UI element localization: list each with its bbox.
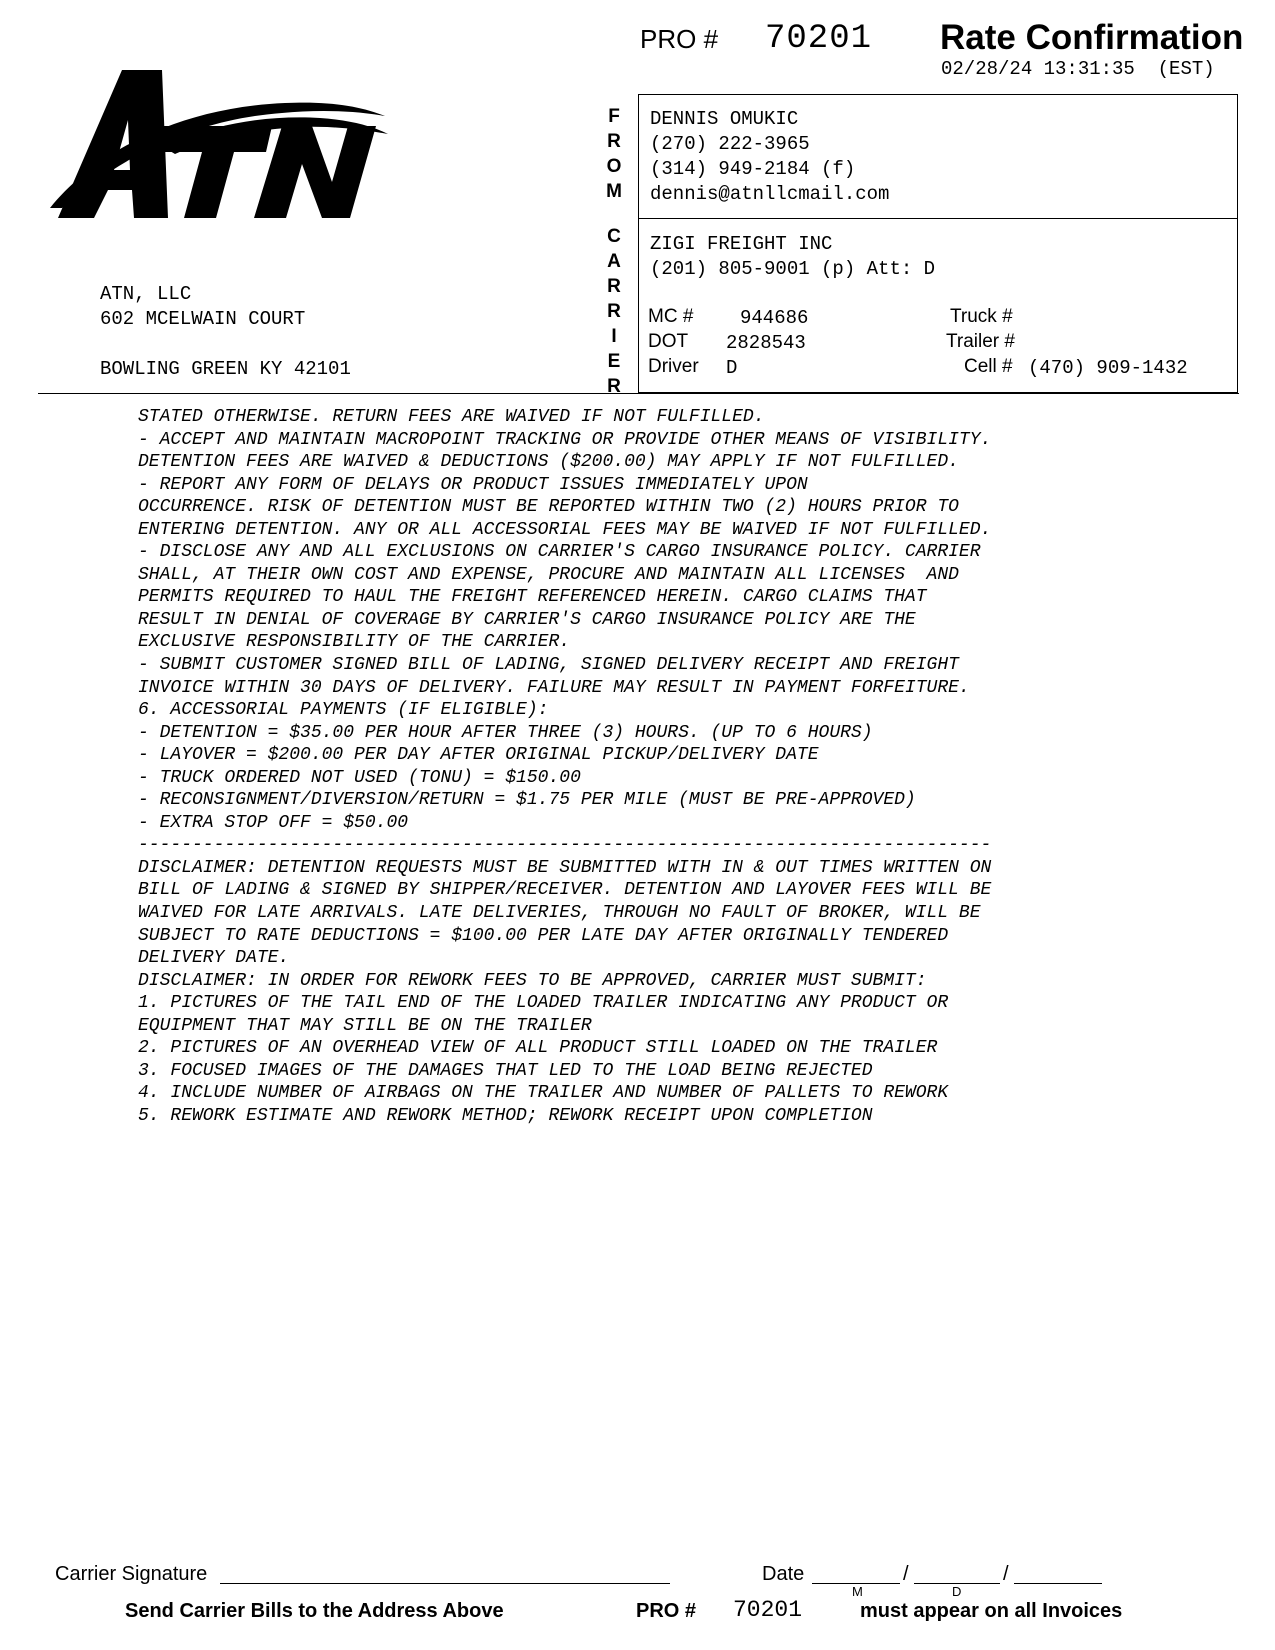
pro-label: PRO #	[640, 24, 719, 54]
terms-line: WAIVED FOR LATE ARRIVALS. LATE DELIVERIES, THROUGH NO FAULT OF BROKER, WILL BE	[138, 903, 981, 924]
trailer-label: Trailer #	[946, 331, 1015, 352]
truck-label: Truck #	[950, 306, 1013, 327]
terms-line: 5. REWORK ESTIMATE AND REWORK METHOD; REWORK RECEIPT UPON COMPLETION	[138, 1105, 873, 1126]
company-blank-line	[100, 332, 351, 357]
driver-value: D	[726, 357, 738, 379]
company-street: 602 MCELWAIN COURT	[100, 308, 306, 330]
vertical-letter: C	[607, 226, 621, 247]
terms-line: ENTERING DETENTION. ANY OR ALL ACCESSORIAL FEES MAY BE WAIVED IF NOT FULFILLED.	[138, 519, 992, 540]
page-title: Rate Confirmation	[940, 18, 1244, 57]
info-box-divider	[638, 218, 1238, 219]
terms-line: - REPORT ANY FORM OF DELAYS OR PRODUCT ISSUES IMMEDIATELY UPON	[138, 474, 808, 495]
date-year-field[interactable]	[1014, 1583, 1102, 1584]
vertical-letter: O	[606, 156, 622, 177]
terms-line: SHALL, AT THEIR OWN COST AND EXPENSE, PROCURE AND MAINTAIN ALL LICENSES AND	[138, 564, 959, 585]
from-vertical-label	[602, 104, 626, 204]
vertical-letter: F	[608, 106, 620, 127]
invoice-note: must appear on all Invoices	[860, 1600, 1123, 1622]
from-phone: (270) 222-3965	[650, 133, 810, 155]
vertical-letter: R	[607, 301, 621, 322]
dot-label: DOT	[648, 331, 689, 352]
carrier-name: ZIGI FREIGHT INC	[650, 233, 833, 255]
terms-line: - DISCLOSE ANY AND ALL EXCLUSIONS ON CARRIER'S CARGO INSURANCE POLICY. CARRIER	[138, 542, 981, 563]
terms-line: BILL OF LADING & SIGNED BY SHIPPER/RECEIVER. DETENTION AND LAYOVER FEES WILL BE	[138, 880, 992, 901]
terms-line: 1. PICTURES OF THE TAIL END OF THE LOADED TRAILER INDICATING ANY PRODUCT OR	[138, 993, 949, 1014]
terms-line: - RECONSIGNMENT/DIVERSION/RETURN = $1.75 PER MILE (MUST BE PRE-APPROVED)	[138, 790, 916, 811]
vertical-letter: E	[607, 351, 621, 372]
from-email: dennis@atnllcmail.com	[650, 183, 890, 205]
terms-line: STATED OTHERWISE. RETURN FEES ARE WAIVED IF NOT FULFILLED.	[138, 407, 765, 427]
vertical-letter: R	[607, 276, 621, 297]
terms-line: - TRUCK ORDERED NOT USED (TONU) = $150.00	[138, 767, 581, 788]
header-rule	[38, 393, 1239, 394]
carrier-phone: (201) 805-9001 (p) Att: D	[650, 258, 936, 280]
atn-logo-icon	[50, 68, 390, 220]
terms-line: OCCURRENCE. RISK OF DETENTION MUST BE REPORTED WITHIN TWO (2) HOURS PRIOR TO	[138, 497, 959, 518]
terms-line: DETENTION FEES ARE WAIVED & DEDUCTIONS ($200.00) MAY APPLY IF NOT FULFILLED.	[138, 452, 959, 473]
cell-value: (470) 909-1432	[1028, 357, 1188, 379]
terms-line: - ACCEPT AND MAINTAIN MACROPOINT TRACKING OR PROVIDE OTHER MEANS OF VISIBILITY.	[138, 429, 992, 450]
terms-line: 2. PICTURES OF AN OVERHEAD VIEW OF ALL PRODUCT STILL LOADED ON THE TRAILER	[138, 1038, 938, 1059]
company-name: ATN, LLC	[100, 283, 192, 305]
vertical-letter: A	[607, 251, 621, 272]
mc-value: 944686	[740, 307, 809, 329]
pro-number: 70201	[765, 20, 873, 58]
carrier-vertical-label	[602, 224, 626, 399]
month-hint: M	[852, 1584, 863, 1599]
vertical-letter: R	[607, 131, 621, 152]
terms-line: 6. ACCESSORIAL PAYMENTS (IF ELIGIBLE):	[138, 700, 549, 721]
terms-line: - DETENTION = $35.00 PER HOUR AFTER THREE (3) HOURS. (UP TO 6 HOURS)	[138, 722, 873, 743]
footer-pro-label: PRO #	[636, 1600, 697, 1622]
vertical-letter: I	[611, 326, 617, 347]
cell-label: Cell #	[964, 356, 1013, 377]
terms-line: 4. INCLUDE NUMBER OF AIRBAGS ON THE TRAILER AND NUMBER OF PALLETS TO REWORK	[138, 1083, 949, 1104]
dot-value: 2828543	[726, 332, 806, 354]
terms-line: EQUIPMENT THAT MAY STILL BE ON THE TRAILER	[138, 1015, 592, 1036]
from-contact	[650, 107, 889, 207]
vertical-letter: R	[607, 376, 621, 397]
date-separator: /	[903, 1563, 909, 1585]
terms-line: - LAYOVER = $200.00 PER DAY AFTER ORIGINAL PICKUP/DELIVERY DATE	[138, 745, 819, 766]
terms-line: - EXTRA STOP OFF = $50.00	[138, 812, 409, 833]
terms-text	[138, 406, 991, 1128]
terms-separator: -------------------------------------------------------------------------------	[138, 835, 992, 856]
terms-line: 3. FOCUSED IMAGES OF THE DAMAGES THAT LED TO THE LOAD BEING REJECTED	[138, 1060, 873, 1081]
date-separator: /	[1003, 1563, 1009, 1585]
company-address	[100, 282, 351, 382]
mc-label: MC #	[648, 306, 694, 327]
from-fax: (314) 949-2184 (f)	[650, 158, 856, 180]
day-hint: D	[952, 1584, 962, 1599]
date-label: Date	[762, 1563, 805, 1585]
terms-line: RESULT IN DENIAL OF COVERAGE BY CARRIER'S CARGO INSURANCE POLICY ARE THE	[138, 609, 916, 630]
terms-line: - SUBMIT CUSTOMER SIGNED BILL OF LADING, SIGNED DELIVERY RECEIPT AND FREIGHT	[138, 655, 959, 676]
document-datetime: 02/28/24 13:31:35 (EST)	[941, 58, 1215, 80]
driver-label: Driver	[648, 356, 699, 377]
vertical-letter: M	[606, 181, 622, 202]
from-name: DENNIS OMUKIC	[650, 108, 799, 130]
terms-line: DISCLAIMER: IN ORDER FOR REWORK FEES TO BE APPROVED, CARRIER MUST SUBMIT:	[138, 970, 927, 991]
terms-line: DISCLAIMER: DETENTION REQUESTS MUST BE SUBMITTED WITH IN & OUT TIMES WRITTEN ON	[138, 857, 992, 878]
terms-line: DELIVERY DATE.	[138, 948, 290, 969]
terms-line: EXCLUSIVE RESPONSIBILITY OF THE CARRIER.	[138, 632, 571, 653]
terms-line: PERMITS REQUIRED TO HAUL THE FREIGHT REFERENCED HEREIN. CARGO CLAIMS THAT	[138, 587, 927, 608]
bills-note: Send Carrier Bills to the Address Above	[125, 1600, 504, 1622]
company-city: BOWLING GREEN KY 42101	[100, 358, 351, 380]
signature-field[interactable]	[220, 1583, 670, 1584]
footer-pro-number: 70201	[733, 1597, 803, 1623]
terms-line: SUBJECT TO RATE DEDUCTIONS = $100.00 PER LATE DAY AFTER ORIGINALLY TENDERED	[138, 925, 949, 946]
carrier-contact	[650, 232, 935, 282]
terms-line: INVOICE WITHIN 30 DAYS OF DELIVERY. FAILURE MAY RESULT IN PAYMENT FORFEITURE.	[138, 677, 970, 698]
signature-label: Carrier Signature	[55, 1563, 208, 1585]
